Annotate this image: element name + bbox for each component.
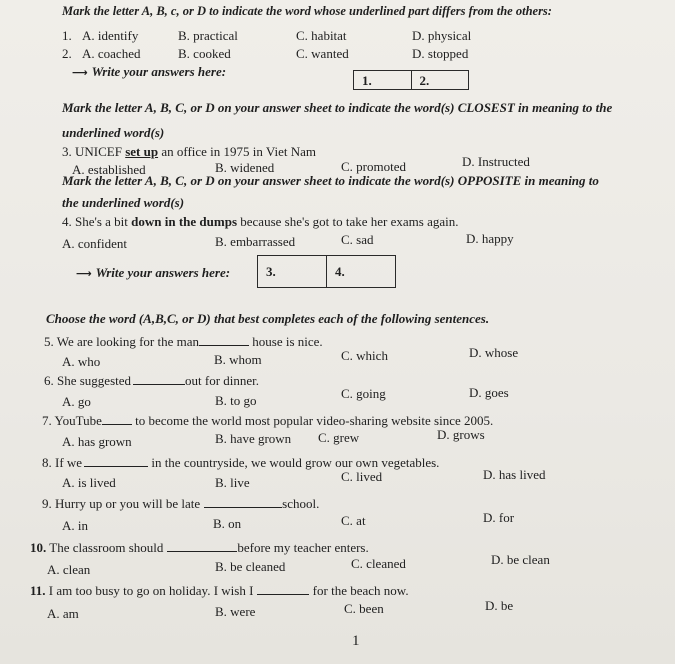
answer-cell-1[interactable]: 1. <box>362 73 372 88</box>
q6-option-d: D. goes <box>469 385 509 400</box>
q11-option-b: B. were <box>215 604 256 619</box>
q6-option-c: C. going <box>341 386 386 401</box>
q3-post: an office in 1975 in Viet Nam <box>158 144 317 159</box>
section2-instruction-line2: underlined word(s) <box>62 125 165 140</box>
q4-underlined: down in the dumps <box>131 214 238 229</box>
q7-number: 7. <box>42 413 52 428</box>
q3-number: 3. <box>62 144 72 159</box>
section1-instruction: Mark the letter A, B, c, or D to indicate the word whose underlined part differs from the others: <box>62 4 552 18</box>
answer-cell-3[interactable]: 3. <box>266 264 276 279</box>
answer-box-2 <box>257 255 396 288</box>
q2-number: 2. <box>62 46 72 61</box>
q8-option-b: B. live <box>215 475 250 490</box>
q3-option-a: A. established <box>72 162 146 177</box>
q7-option-c: C. grew <box>318 430 360 445</box>
q10-number: 10. <box>30 540 47 555</box>
q8-number: 8. <box>42 455 52 470</box>
q11-option-a: A. am <box>47 606 79 621</box>
q6-pre: She suggested <box>57 373 132 388</box>
q9-option-a: A. in <box>62 518 88 533</box>
q7-post: to become the world most popular video-sharing website since 2005. <box>135 413 494 428</box>
q3-option-d: D. Instructed <box>462 154 530 169</box>
q6-blank <box>133 372 185 385</box>
q2-option-d: D. stopped <box>412 46 469 61</box>
q3-stem <box>62 144 316 159</box>
q8-post: in the countryside, we would grow our own vegetables. <box>151 455 440 470</box>
q8-option-c: C. lived <box>341 469 383 484</box>
q8-option-d: D. has lived <box>483 467 546 482</box>
arrow-icon: ⟶ <box>76 267 96 280</box>
q7-option-d: D. grows <box>437 427 485 442</box>
q2-option-a: A. coached <box>82 46 141 61</box>
q9-stem <box>42 495 319 511</box>
q10-option-b: B. be cleaned <box>215 559 286 574</box>
q5-stem <box>44 333 323 349</box>
q9-option-d: D. for <box>483 510 515 525</box>
q9-post: school. <box>282 496 320 511</box>
arrow-icon: ⟶ <box>72 66 92 79</box>
q5-option-b: B. whom <box>214 352 262 367</box>
q7-pre: YouTube <box>54 413 102 428</box>
q7-blank <box>102 412 132 425</box>
section2-instruction-line1: Mark the letter A, B, C, or D on your answer sheet to indicate the word(s) CLOSEST in meaning to the <box>62 100 613 115</box>
q1-option-b: B. practical <box>178 28 238 43</box>
q5-option-c: C. which <box>341 348 388 363</box>
q5-blank <box>199 333 249 346</box>
q10-stem <box>30 539 369 555</box>
q4-stem <box>62 214 458 229</box>
q10-pre: The classroom should <box>49 540 164 555</box>
q11-stem <box>30 582 409 598</box>
q5-number: 5. <box>44 334 54 349</box>
q6-stem <box>44 372 259 388</box>
q4-option-d: D. happy <box>466 231 514 246</box>
answer-cell-2[interactable]: 2. <box>411 71 469 89</box>
write-answers-label-1 <box>72 64 226 80</box>
q7-stem <box>42 412 493 428</box>
q1-option-c: C. habitat <box>296 28 347 43</box>
page-number: 1 <box>352 633 360 649</box>
q9-number: 9. <box>42 496 52 511</box>
q5-pre: We are looking for the man <box>56 334 200 349</box>
q3-option-c: C. promoted <box>341 159 406 174</box>
answer-cell-4[interactable]: 4. <box>326 256 395 287</box>
q3-underlined: set up <box>125 144 159 159</box>
q4-number: 4. <box>62 214 72 229</box>
q6-number: 6. <box>44 373 54 388</box>
write-answers-label-2 <box>76 265 230 281</box>
q11-number: 11. <box>30 583 46 598</box>
q11-option-c: C. been <box>344 601 384 616</box>
q1-option-d: D. physical <box>412 28 472 43</box>
section4-instruction: Choose the word (A,B,C, or D) that best completes each of the following sentences. <box>46 311 490 326</box>
q11-option-d: D. be <box>485 598 514 613</box>
q2-option-b: B. cooked <box>178 46 231 61</box>
q1-option-a: A. identify <box>82 28 139 43</box>
q3-pre: UNICEF <box>75 144 126 159</box>
section3-instruction-line2: the underlined word(s) <box>62 195 185 210</box>
q10-option-d: D. be clean <box>491 552 550 567</box>
q8-pre: If we <box>55 455 83 470</box>
write-label-text: Write your answers here: <box>91 64 227 79</box>
q4-pre: She's a bit <box>75 214 132 229</box>
q4-option-c: C. sad <box>341 232 374 247</box>
q10-blank <box>167 539 237 552</box>
q10-post: before my teacher enters. <box>237 540 369 555</box>
q1-number: 1. <box>62 28 72 43</box>
q9-blank <box>204 495 282 508</box>
q2-option-c: C. wanted <box>296 46 349 61</box>
q11-post: for the beach now. <box>312 583 409 598</box>
write-label-text: Write your answers here: <box>95 265 231 280</box>
q10-option-c: C. cleaned <box>351 556 406 571</box>
q5-option-d: D. whose <box>469 345 519 360</box>
q8-blank <box>84 454 148 467</box>
q9-pre: Hurry up or you will be late <box>55 496 201 511</box>
q6-option-b: B. to go <box>215 393 257 408</box>
q6-post: out for dinner. <box>185 373 260 388</box>
q6-option-a: A. go <box>62 394 91 409</box>
q4-post: because she's got to take her exams again. <box>237 214 459 229</box>
section3-instruction-line1: Mark the letter A, B, C, or D on your answer sheet to indicate the word(s) OPPOSITE in meaning to <box>62 173 599 188</box>
q5-post: house is nice. <box>252 334 323 349</box>
q7-option-b: B. have grown <box>215 431 292 446</box>
q9-option-b: B. on <box>213 516 242 531</box>
q9-option-c: C. at <box>341 513 366 528</box>
q8-option-a: A. is lived <box>62 475 116 490</box>
q5-option-a: A. who <box>62 354 101 369</box>
q11-blank <box>257 582 309 595</box>
q10-option-a: A. clean <box>47 562 91 577</box>
answer-box-1 <box>353 70 469 90</box>
q8-stem <box>42 454 439 470</box>
q11-pre: I am too busy to go on holiday. I wish I <box>48 583 254 598</box>
q4-option-b: B. embarrassed <box>215 234 296 249</box>
q4-option-a: A. confident <box>62 236 127 251</box>
q7-option-a: A. has grown <box>62 434 132 449</box>
q3-option-b: B. widened <box>215 160 275 175</box>
